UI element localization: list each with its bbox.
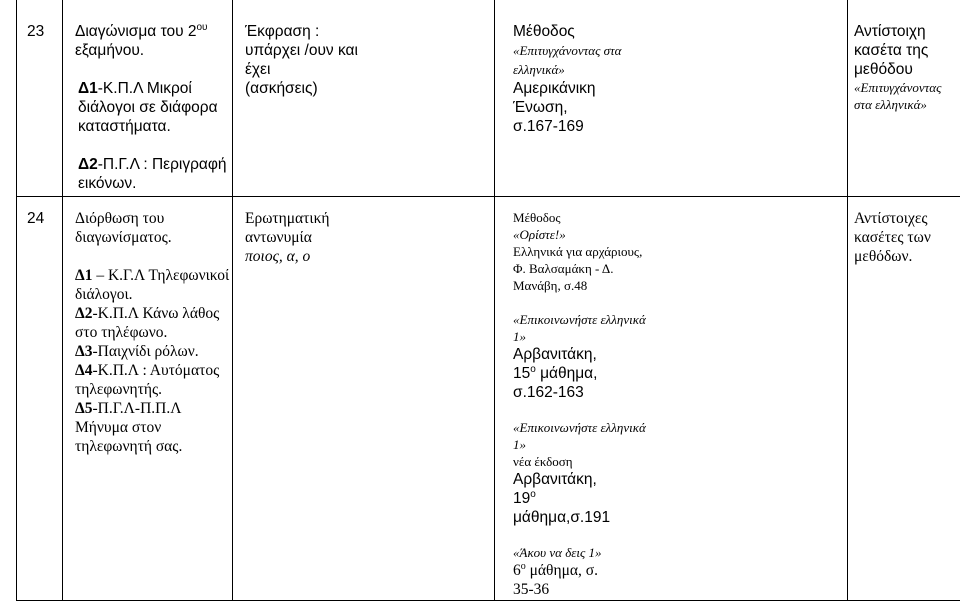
cassette-line: κασέτα της bbox=[854, 42, 929, 59]
lesson-number-cell bbox=[17, 197, 63, 601]
cassette-line: μεθόδων. bbox=[854, 248, 913, 265]
topic-item: Δ2-Κ.Π.Λ Κάνω λάθος στο τηλέφωνο. bbox=[75, 305, 220, 341]
method-pages: σ.162-163 bbox=[513, 384, 584, 401]
method-title: «Επιτυγχάνοντας στα ελληνικά» bbox=[513, 43, 622, 77]
lesson-number: 24 bbox=[27, 210, 45, 227]
method-author: Αρβανιτάκη, bbox=[513, 471, 597, 488]
cassette-cell bbox=[848, 0, 960, 197]
lesson-plan-table bbox=[16, 0, 960, 601]
cassette-line: μεθόδου bbox=[854, 61, 913, 78]
table-row bbox=[17, 197, 960, 601]
topic-title: Διαγώνισμα του $2^{o\upsilon}$ εξαμήνου. bbox=[75, 21, 208, 59]
method-line: Ένωση, bbox=[513, 99, 568, 116]
method-lesson: $19^o$ bbox=[513, 488, 536, 507]
method-lesson: $15^o$ μάθημα, bbox=[513, 363, 598, 382]
grammar-line: Ερωτηματική bbox=[245, 210, 330, 227]
method-lesson: $6^o$ μάθημα, σ. bbox=[513, 560, 598, 579]
table-row bbox=[17, 0, 960, 197]
method-edition: νέα έκδοση bbox=[513, 454, 573, 469]
grammar-line: έχει bbox=[245, 61, 271, 78]
method-title: «Επικοινωνήστε ελληνικά 1» bbox=[513, 420, 646, 452]
method-title: «Άκου να δεις 1» bbox=[513, 545, 602, 560]
lesson-number-cell bbox=[17, 0, 63, 197]
cassette-title: «Επιτυγχάνοντας στα ελληνικά» bbox=[854, 80, 942, 112]
grammar-cell bbox=[233, 0, 495, 197]
cassette-cell bbox=[848, 197, 960, 601]
method-line: Φ. Βαλσαμάκη - Δ. Μανάβη, σ.48 bbox=[513, 261, 614, 293]
method-pages: σ.167-169 bbox=[513, 118, 584, 135]
topic-item: Δ3-Παιχνίδι ρόλων. bbox=[75, 343, 199, 360]
topic-cell bbox=[63, 197, 233, 601]
topic-item: Δ1 – Κ.Γ.Λ Τηλεφωνικοί διάλογοι. bbox=[75, 267, 230, 303]
lesson-number: 23 bbox=[27, 23, 45, 40]
topic-item: Δ2-Π.Γ.Λ : Περιγραφή εικόνων. bbox=[78, 156, 227, 192]
grammar-line: υπάρχει /ουν και bbox=[245, 42, 358, 59]
method-title: «Επικοινωνήστε ελληνικά 1» bbox=[513, 312, 646, 344]
grammar-line: Έκφραση : bbox=[245, 23, 320, 40]
cassette-line: Αντίστοιχες bbox=[854, 210, 928, 227]
grammar-line: αντωνυμία bbox=[245, 229, 312, 246]
method-cell bbox=[495, 0, 848, 197]
cassette-line: κασέτες των bbox=[854, 229, 931, 246]
topic-cell bbox=[63, 0, 233, 197]
method-cell bbox=[495, 197, 848, 601]
method-label: Μέθοδος bbox=[513, 210, 561, 225]
grammar-cell bbox=[233, 197, 495, 601]
method-title: «Ορίστε!» bbox=[513, 227, 566, 242]
method-line: Αμερικάνικη bbox=[513, 80, 596, 97]
method-label: Μέθοδος bbox=[513, 23, 575, 40]
method-pages: 35-36 bbox=[513, 581, 550, 598]
method-author: Αρβανιτάκη, bbox=[513, 346, 597, 363]
cassette-line: Αντίστοιχη bbox=[854, 23, 926, 40]
method-lesson-text: μάθημα,σ.191 bbox=[513, 509, 611, 526]
grammar-line: ποιος, α, ο bbox=[245, 248, 311, 265]
method-line: Ελληνικά για αρχάριους, bbox=[513, 244, 643, 259]
grammar-line: (ασκήσεις) bbox=[245, 80, 318, 97]
topic-item: Δ1-Κ.Π.Λ Μικροί διάλογοι σε διάφορα καταστήματα. bbox=[78, 80, 218, 135]
topic-title: Διόρθωση του διαγωνίσματος. bbox=[75, 210, 172, 246]
topic-item: Δ4-Κ.Π.Λ : Αυτόματος τηλεφωνητής. bbox=[75, 362, 220, 398]
topic-item: Δ5-Π.Γ.Λ-Π.Π.Λ Μήνυμα στον τηλεφωνητή σας. bbox=[75, 400, 183, 455]
